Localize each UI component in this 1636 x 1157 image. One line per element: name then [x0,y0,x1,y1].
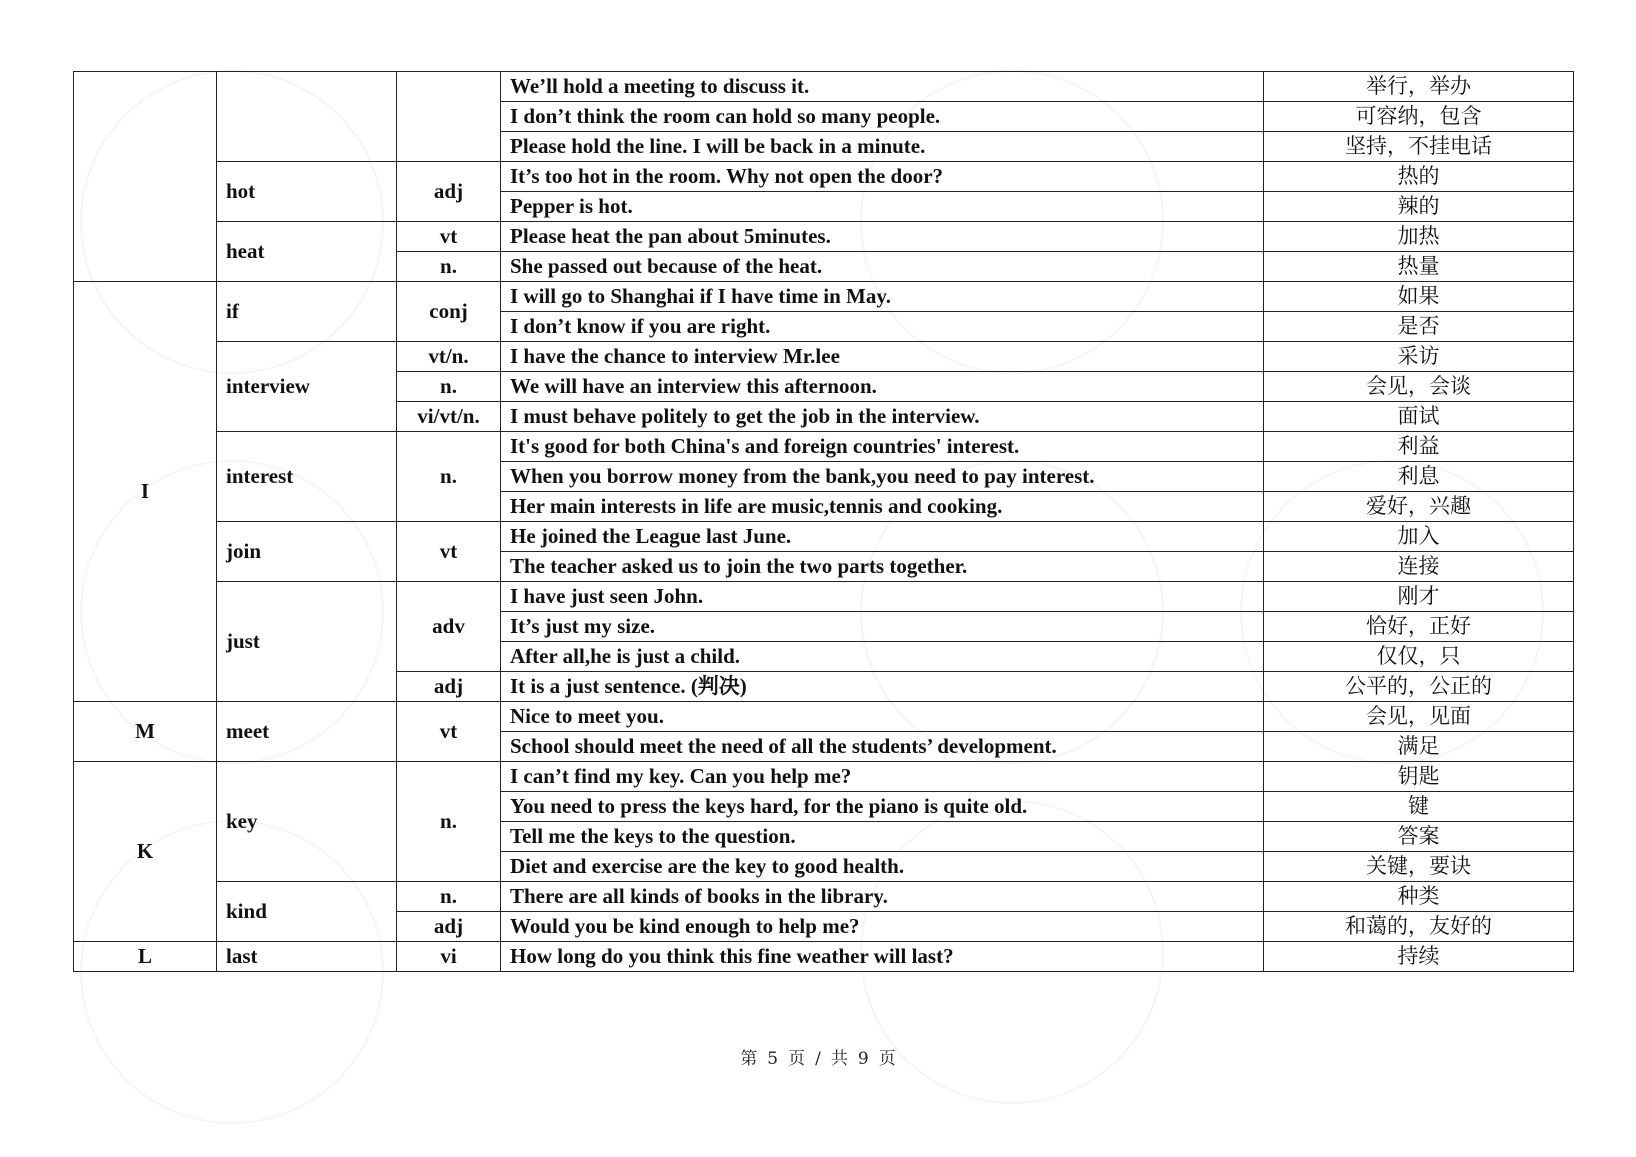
meaning-cell: 利益 [1264,432,1574,462]
word-cell: if [217,282,397,342]
example-cell: Please hold the line. I will be back in a minute. [501,132,1264,162]
meaning-cell: 是否 [1264,312,1574,342]
example-cell: There are all kinds of books in the library. [501,882,1264,912]
footer-separator: / [815,1049,821,1069]
meaning-cell: 钥匙 [1264,762,1574,792]
meaning-cell: 键 [1264,792,1574,822]
word-cell: interview [217,342,397,432]
pos-cell: adj [397,162,501,222]
pos-cell: vt [397,522,501,582]
meaning-cell: 加入 [1264,522,1574,552]
meaning-cell: 辣的 [1264,192,1574,222]
pos-cell: n. [397,252,501,282]
meaning-cell: 爱好，兴趣 [1264,492,1574,522]
meaning-cell: 热的 [1264,162,1574,192]
letter-cell: M [74,702,217,762]
pos-cell [397,72,501,162]
pos-cell: n. [397,762,501,882]
pos-cell: vi [397,942,501,972]
current-page-number: 5 [767,1049,779,1069]
word-cell: key [217,762,397,882]
pos-cell: n. [397,372,501,402]
word-cell: heat [217,222,397,282]
meaning-cell: 公平的，公正的 [1264,672,1574,702]
letter-cell: L [74,942,217,972]
table-row [74,762,1574,792]
word-cell: last [217,942,397,972]
example-cell: The teacher asked us to join the two parts together. [501,552,1264,582]
pos-cell: adj [397,672,501,702]
word-cell [217,72,397,162]
meaning-cell: 利息 [1264,462,1574,492]
meaning-cell: 面试 [1264,402,1574,432]
pos-cell: adj [397,912,501,942]
example-cell: I don’t know if you are right. [501,312,1264,342]
meaning-cell: 可容纳，包含 [1264,102,1574,132]
word-cell: interest [217,432,397,522]
table-row [74,942,1574,972]
word-cell: hot [217,162,397,222]
meaning-cell: 持续 [1264,942,1574,972]
example-cell: Please heat the pan about 5minutes. [501,222,1264,252]
meaning-cell: 会见，见面 [1264,702,1574,732]
meaning-cell: 连接 [1264,552,1574,582]
footer-page-unit: 页 [788,1049,806,1069]
pos-cell: vt [397,222,501,252]
meaning-cell: 答案 [1264,822,1574,852]
pos-cell: n. [397,432,501,522]
example-cell: We will have an interview this afternoon. [501,372,1264,402]
example-cell: How long do you think this fine weather will last? [501,942,1264,972]
meaning-cell: 如果 [1264,282,1574,312]
example-cell: I must behave politely to get the job in the interview. [501,402,1264,432]
pos-cell: n. [397,882,501,912]
example-cell: Would you be kind enough to help me? [501,912,1264,942]
example-cell: I don’t think the room can hold so many people. [501,102,1264,132]
meaning-cell: 仅仅，只 [1264,642,1574,672]
word-cell: just [217,582,397,702]
example-cell: School should meet the need of all the students’ development. [501,732,1264,762]
footer-total-unit: 页 [878,1049,896,1069]
vocabulary-table [73,71,1574,972]
example-cell: It's good for both China's and foreign countries' interest. [501,432,1264,462]
example-cell: After all,he is just a child. [501,642,1264,672]
example-cell: I have the chance to interview Mr.lee [501,342,1264,372]
example-cell: Her main interests in life are music,tennis and cooking. [501,492,1264,522]
table-row [74,582,1574,612]
table-row [74,522,1574,552]
footer-prefix: 第 [740,1049,758,1069]
example-cell: It’s too hot in the room. Why not open the door? [501,162,1264,192]
table-row [74,882,1574,912]
footer-total-prefix: 共 [830,1049,848,1069]
meaning-cell: 热量 [1264,252,1574,282]
example-cell: I have just seen John. [501,582,1264,612]
example-cell: Diet and exercise are the key to good health. [501,852,1264,882]
meaning-cell: 采访 [1264,342,1574,372]
meaning-cell: 满足 [1264,732,1574,762]
total-page-number: 9 [857,1049,869,1069]
table-row [74,702,1574,732]
meaning-cell: 和蔼的，友好的 [1264,912,1574,942]
example-cell: Nice to meet you. [501,702,1264,732]
example-cell: We’ll hold a meeting to discuss it. [501,72,1264,102]
pos-cell: adv [397,582,501,672]
example-cell: I can’t find my key. Can you help me? [501,762,1264,792]
meaning-cell: 坚持，不挂电话 [1264,132,1574,162]
table-row [74,282,1574,312]
example-cell: She passed out because of the heat. [501,252,1264,282]
meaning-cell: 会见，会谈 [1264,372,1574,402]
example-cell: Pepper is hot. [501,192,1264,222]
meaning-cell: 种类 [1264,882,1574,912]
table-row [74,342,1574,372]
example-cell: He joined the League last June. [501,522,1264,552]
meaning-cell: 关键，要诀 [1264,852,1574,882]
meaning-cell: 恰好，正好 [1264,612,1574,642]
pos-cell: vt [397,702,501,762]
table-row [74,162,1574,192]
example-cell: When you borrow money from the bank,you need to pay interest. [501,462,1264,492]
letter-cell: K [74,762,217,942]
example-cell: You need to press the keys hard, for the piano is quite old. [501,792,1264,822]
word-cell: join [217,522,397,582]
example-cell: I will go to Shanghai if I have time in May. [501,282,1264,312]
word-cell: kind [217,882,397,942]
letter-cell: I [74,282,217,702]
table-row [74,432,1574,462]
example-cell: It is a just sentence. (判决) [501,672,1264,702]
example-cell: Tell me the keys to the question. [501,822,1264,852]
letter-cell [74,72,217,282]
meaning-cell: 举行，举办 [1264,72,1574,102]
example-cell: It’s just my size. [501,612,1264,642]
pos-cell: vt/n. [397,342,501,372]
pos-cell: vi/vt/n. [397,402,501,432]
pos-cell: conj [397,282,501,342]
table-row [74,72,1574,102]
meaning-cell: 加热 [1264,222,1574,252]
page-footer [0,1044,1636,1069]
table-row [74,222,1574,252]
meaning-cell: 刚才 [1264,582,1574,612]
word-cell: meet [217,702,397,762]
